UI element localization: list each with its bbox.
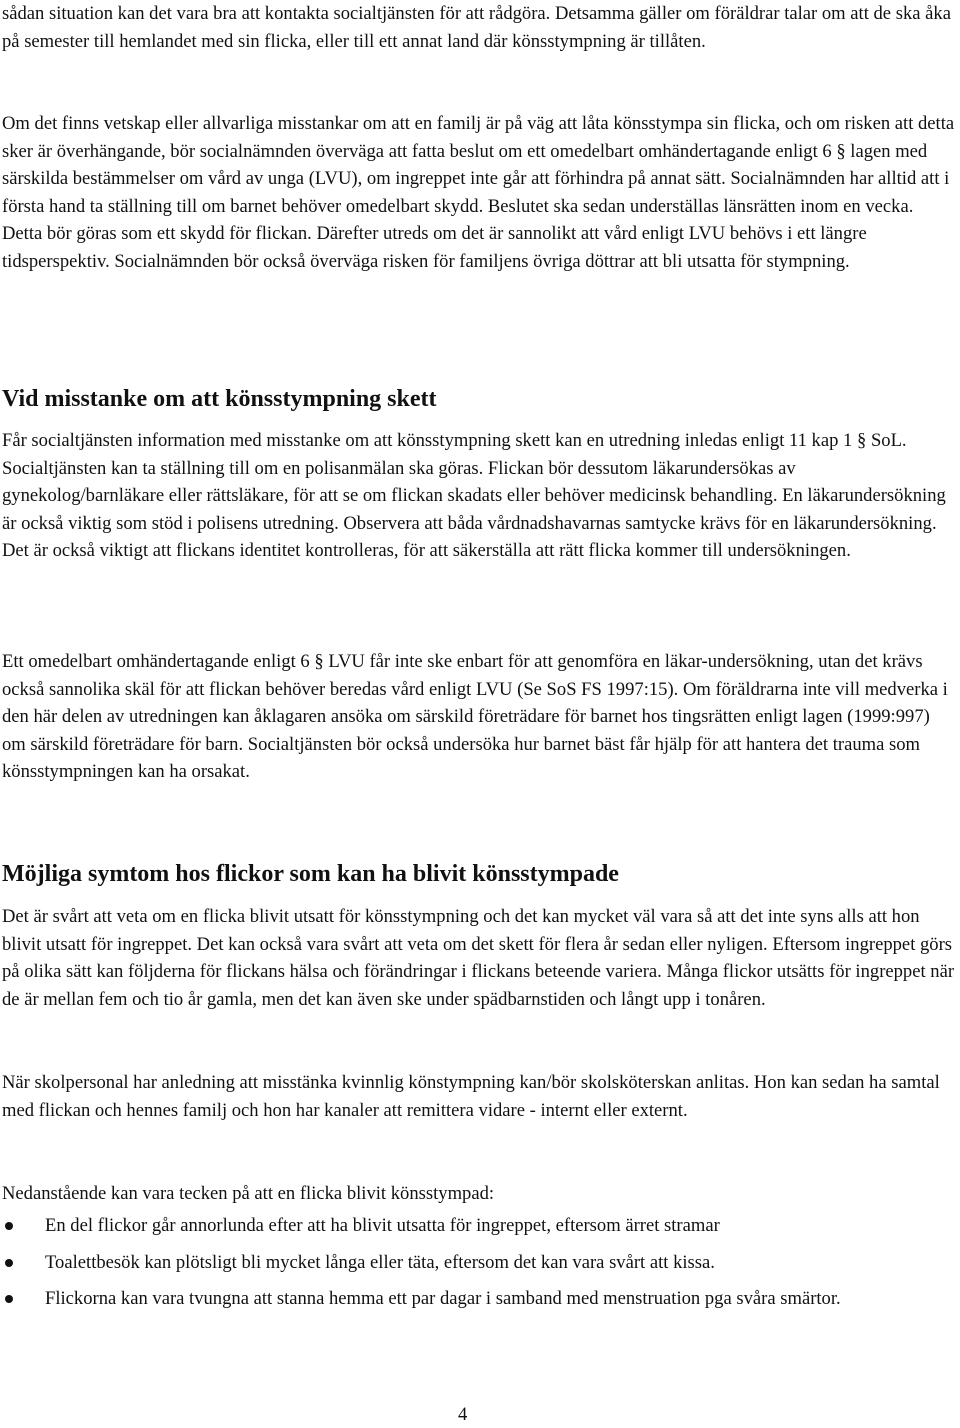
paragraph-lvu-custody: Ett omedelbart omhändertagande enligt 6 § LVU får inte ske enbart för att genomföra en läkar-undersökning, utan det krävs också sannolika skäl för att flickan behöver beredas vård enligt LVU (Se SoS FS 1997:15). Om föräldrarna inte vill medverka i den här delen av utredningen kan åklagaren ansöka om särskild företrädare för barnet hos tingsrätten enligt lagen (1999:997) om särskild företrädare för barn. Socialtjänsten bör också undersöka hur barnet bäst får hjälp för att hantera det trauma som könsstympningen kan ha orsakat. [2,651,948,783]
list-item [0,1285,945,1313]
list-item-text: Flickorna kan vara tvungna att stanna hemma ett par dagar i samband med menstruation pga svåra smärtor. [45,1288,841,1310]
heading-suspected-fgm: Vid misstanke om att könsstympning skett [2,386,437,412]
bullet-dot-icon [5,1222,13,1230]
list-item [0,1249,945,1277]
paragraph-social-services-investigation: Får socialtjänsten information med misstanke om att könsstympning skett kan en utredning inledas enligt 11 kap 1 § SoL. Socialtjänsten kan ta ställning till om en polisanmälan ska göras. Flickan bör dessutom läkarundersökas av gynekolog/barnläkare eller rättsläkare, för att se om flickan skadats eller behöver medicinsk behandling. En läkarundersökning är också viktig som stöd i polisens utredning. Observera att båda vårdnadshavarnas samtycke krävs för en läkarundersökning. Det är också viktigt att flickans identitet kontrolleras, för att säkerställa att rätt flicka kommer till undersökningen. [2,430,946,562]
bullet-dot-icon [5,1259,13,1267]
signs-list [0,1212,960,1322]
paragraph-hard-to-know: Det är svårt att veta om en flicka blivit utsatt för könsstympning och det kan mycket väl vara så att det inte syns alls att hon blivit utsatt för ingreppet. Det kan också vara svårt att veta om det skett för flera år sedan eller nyligen. Eftersom ingreppet görs på olika sätt kan följderna för flickans hälsa och förändringar i flickans beteende variera. Många flickor utsätts för ingreppet när de är mellan fem och tio år gamla, men det kan även ske under spädbarnstiden och långt upp i tonåren. [2,906,955,1010]
paragraph-immediate-custody: Om det finns vetskap eller allvarliga misstankar om att en familj är på väg att låta könsstympa sin flicka, och om risken att detta sker är överhängande, bör socialnämnden överväga att fatta beslut om ett omedelbart omhändertagande enligt 6 § lagen med särskilda bestämmelser om vård av unga (LVU), om ingreppet inte går att förhindra på annat sätt. Socialnämnden har alltid att i första hand ta ställning till om barnet behöver omedelbart skydd. Beslutet ska sedan underställas länsrätten inom en vecka. Detta bör göras som ett skydd för flickan. Därefter utreds om det är sannolikt att vård enligt LVU behövs i ett längre tidsperspektiv. Socialnämnden bör också överväga risken för familjens övriga döttrar att bli utsatta för stympning. [2,113,955,272]
paragraph-school-personnel: När skolpersonal har anledning att misstänka kvinnlig könstympning kan/bör skolsköterskan anlitas. Hon kan sedan ha samtal med flickan och hennes familj och hon har kanaler att remittera vidare - internt eller externt. [2,1072,940,1121]
page-number: 4 [458,1404,468,1425]
list-item-text: Toalettbesök kan plötsligt bli mycket långa eller täta, eftersom det kan vara svårt att kissa. [45,1251,715,1273]
list-item [0,1212,945,1240]
list-item-text: En del flickor går annorlunda efter att ha blivit utsatta för ingreppet, eftersom ärret stramar [45,1215,720,1236]
bullet-dot-icon [5,1295,13,1303]
paragraph-situation-contact: sådan situation kan det vara bra att kontakta socialtjänsten för att rådgöra. Detsamma gäller om föräldrar talar om att de ska åka på semester till hemlandet med sin flicka, eller till ett annat land där könsstympning är tillåten. [2,3,951,52]
paragraph-signs-intro: Nedanstående kan vara tecken på att en flicka blivit könsstympad: [2,1183,495,1204]
heading-possible-symptoms: Möjliga symtom hos flickor som kan ha blivit könsstympade [2,861,619,887]
